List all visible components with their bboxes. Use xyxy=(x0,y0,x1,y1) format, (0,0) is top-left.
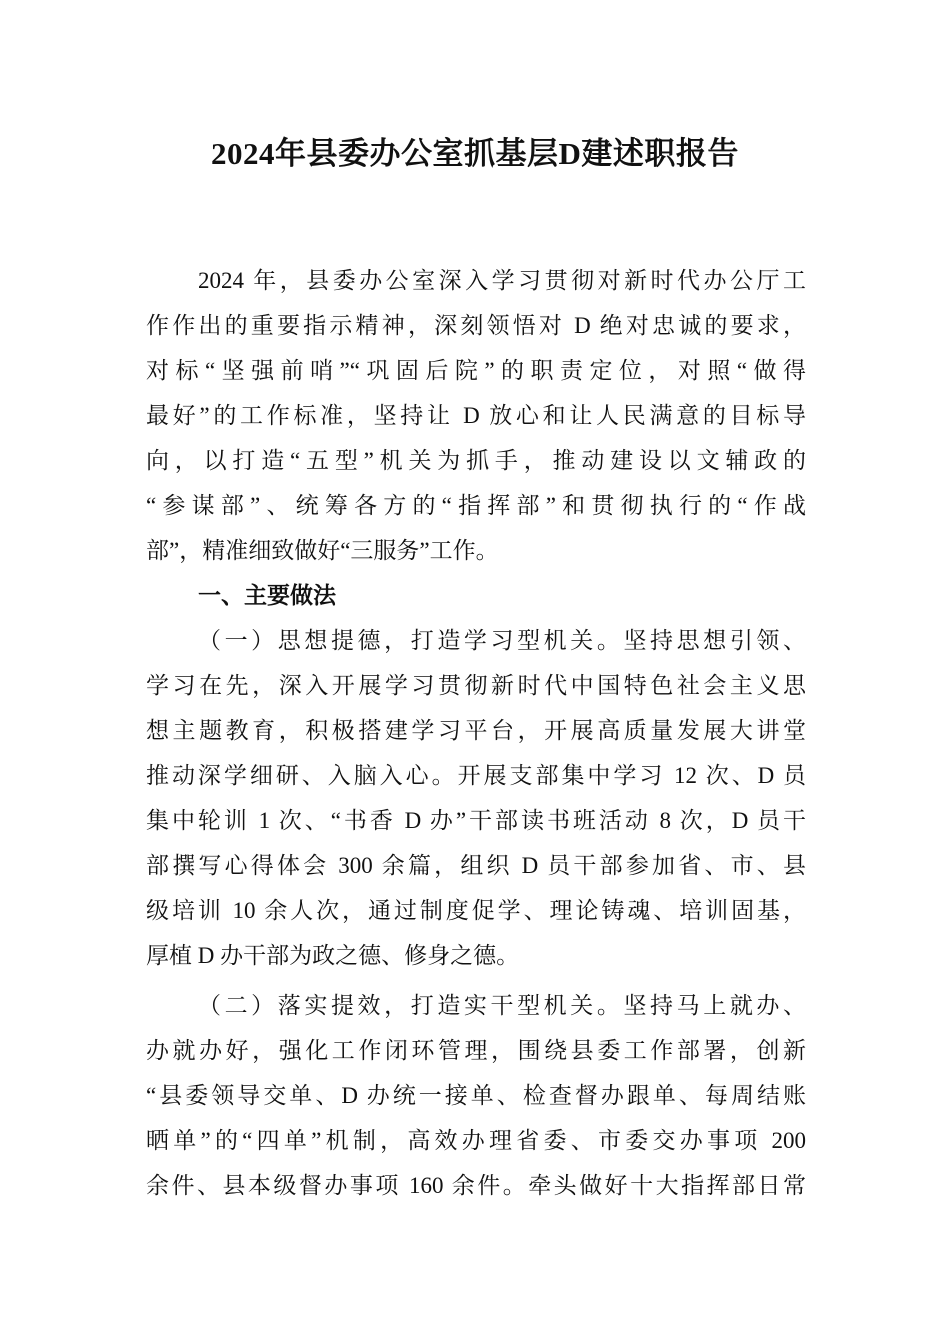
paragraph-line: 晒单”的“四单”机制，高效办理省委、市委交办事项 200 xyxy=(146,1128,806,1153)
paragraph-line: 2024 年，县委办公室深入学习贯彻对新时代办公厅工 xyxy=(198,268,806,293)
paragraph-line: （二）落实提效，打造实干型机关。坚持马上就办、 xyxy=(198,993,806,1018)
paragraph-line: 余件、县本级督办事项 160 余件。牵头做好十大指挥部日常 xyxy=(146,1173,806,1198)
paragraph-line: 厚植 D 办干部为政之德、修身之德。 xyxy=(146,943,520,968)
paragraph-line: 对标“坚强前哨”“巩固后院”的职责定位，对照“做得 xyxy=(146,358,806,383)
paragraph-line: （一）思想提德，打造学习型机关。坚持思想引领、 xyxy=(198,628,806,653)
paragraph-line: 推动深学细研、入脑入心。开展支部集中学习 12 次、D 员 xyxy=(146,763,806,788)
paragraph-line: “县委领导交单、D 办统一接单、检查督办跟单、每周结账 xyxy=(146,1083,806,1108)
subsection-1-paragraph xyxy=(146,618,806,978)
paragraph-line: 集中轮训 1 次、“书香 D 办”干部读书班活动 8 次，D 员干 xyxy=(146,808,806,833)
paragraph-line: 最好”的工作标准，坚持让 D 放心和让人民满意的目标导 xyxy=(146,403,806,428)
subsection-2-paragraph xyxy=(146,983,806,1208)
paragraph-line: 部”，精准细致做好“三服务”工作。 xyxy=(146,538,499,563)
paragraph-line: 办就办好，强化工作闭环管理，围绕县委工作部署，创新 xyxy=(146,1038,806,1063)
intro-paragraph xyxy=(146,258,806,573)
paragraph-line: 想主题教育，积极搭建学习平台，开展高质量发展大讲堂 xyxy=(146,718,806,743)
paragraph-line: 作作出的重要指示精神，深刻领悟对 D 绝对忠诚的要求， xyxy=(146,313,806,338)
paragraph-line: 级培训 10 余人次，通过制度促学、理论铸魂、培训固基， xyxy=(146,898,806,923)
paragraph-line: 向，以打造“五型”机关为抓手，推动建设以文辅政的 xyxy=(146,448,806,473)
document-title: 2024年县委办公室抓基层D建述职报告 xyxy=(211,136,739,171)
section-heading: 一、主要做法 xyxy=(198,583,336,608)
paragraph-line: “参谋部”、统筹各方的“指挥部”和贯彻执行的“作战 xyxy=(146,493,806,518)
paragraph-line: 学习在先，深入开展学习贯彻新时代中国特色社会主义思 xyxy=(146,673,806,698)
paragraph-line: 部撰写心得体会 300 余篇，组织 D 员干部参加省、市、县 xyxy=(146,853,806,878)
document-body xyxy=(146,258,806,1208)
